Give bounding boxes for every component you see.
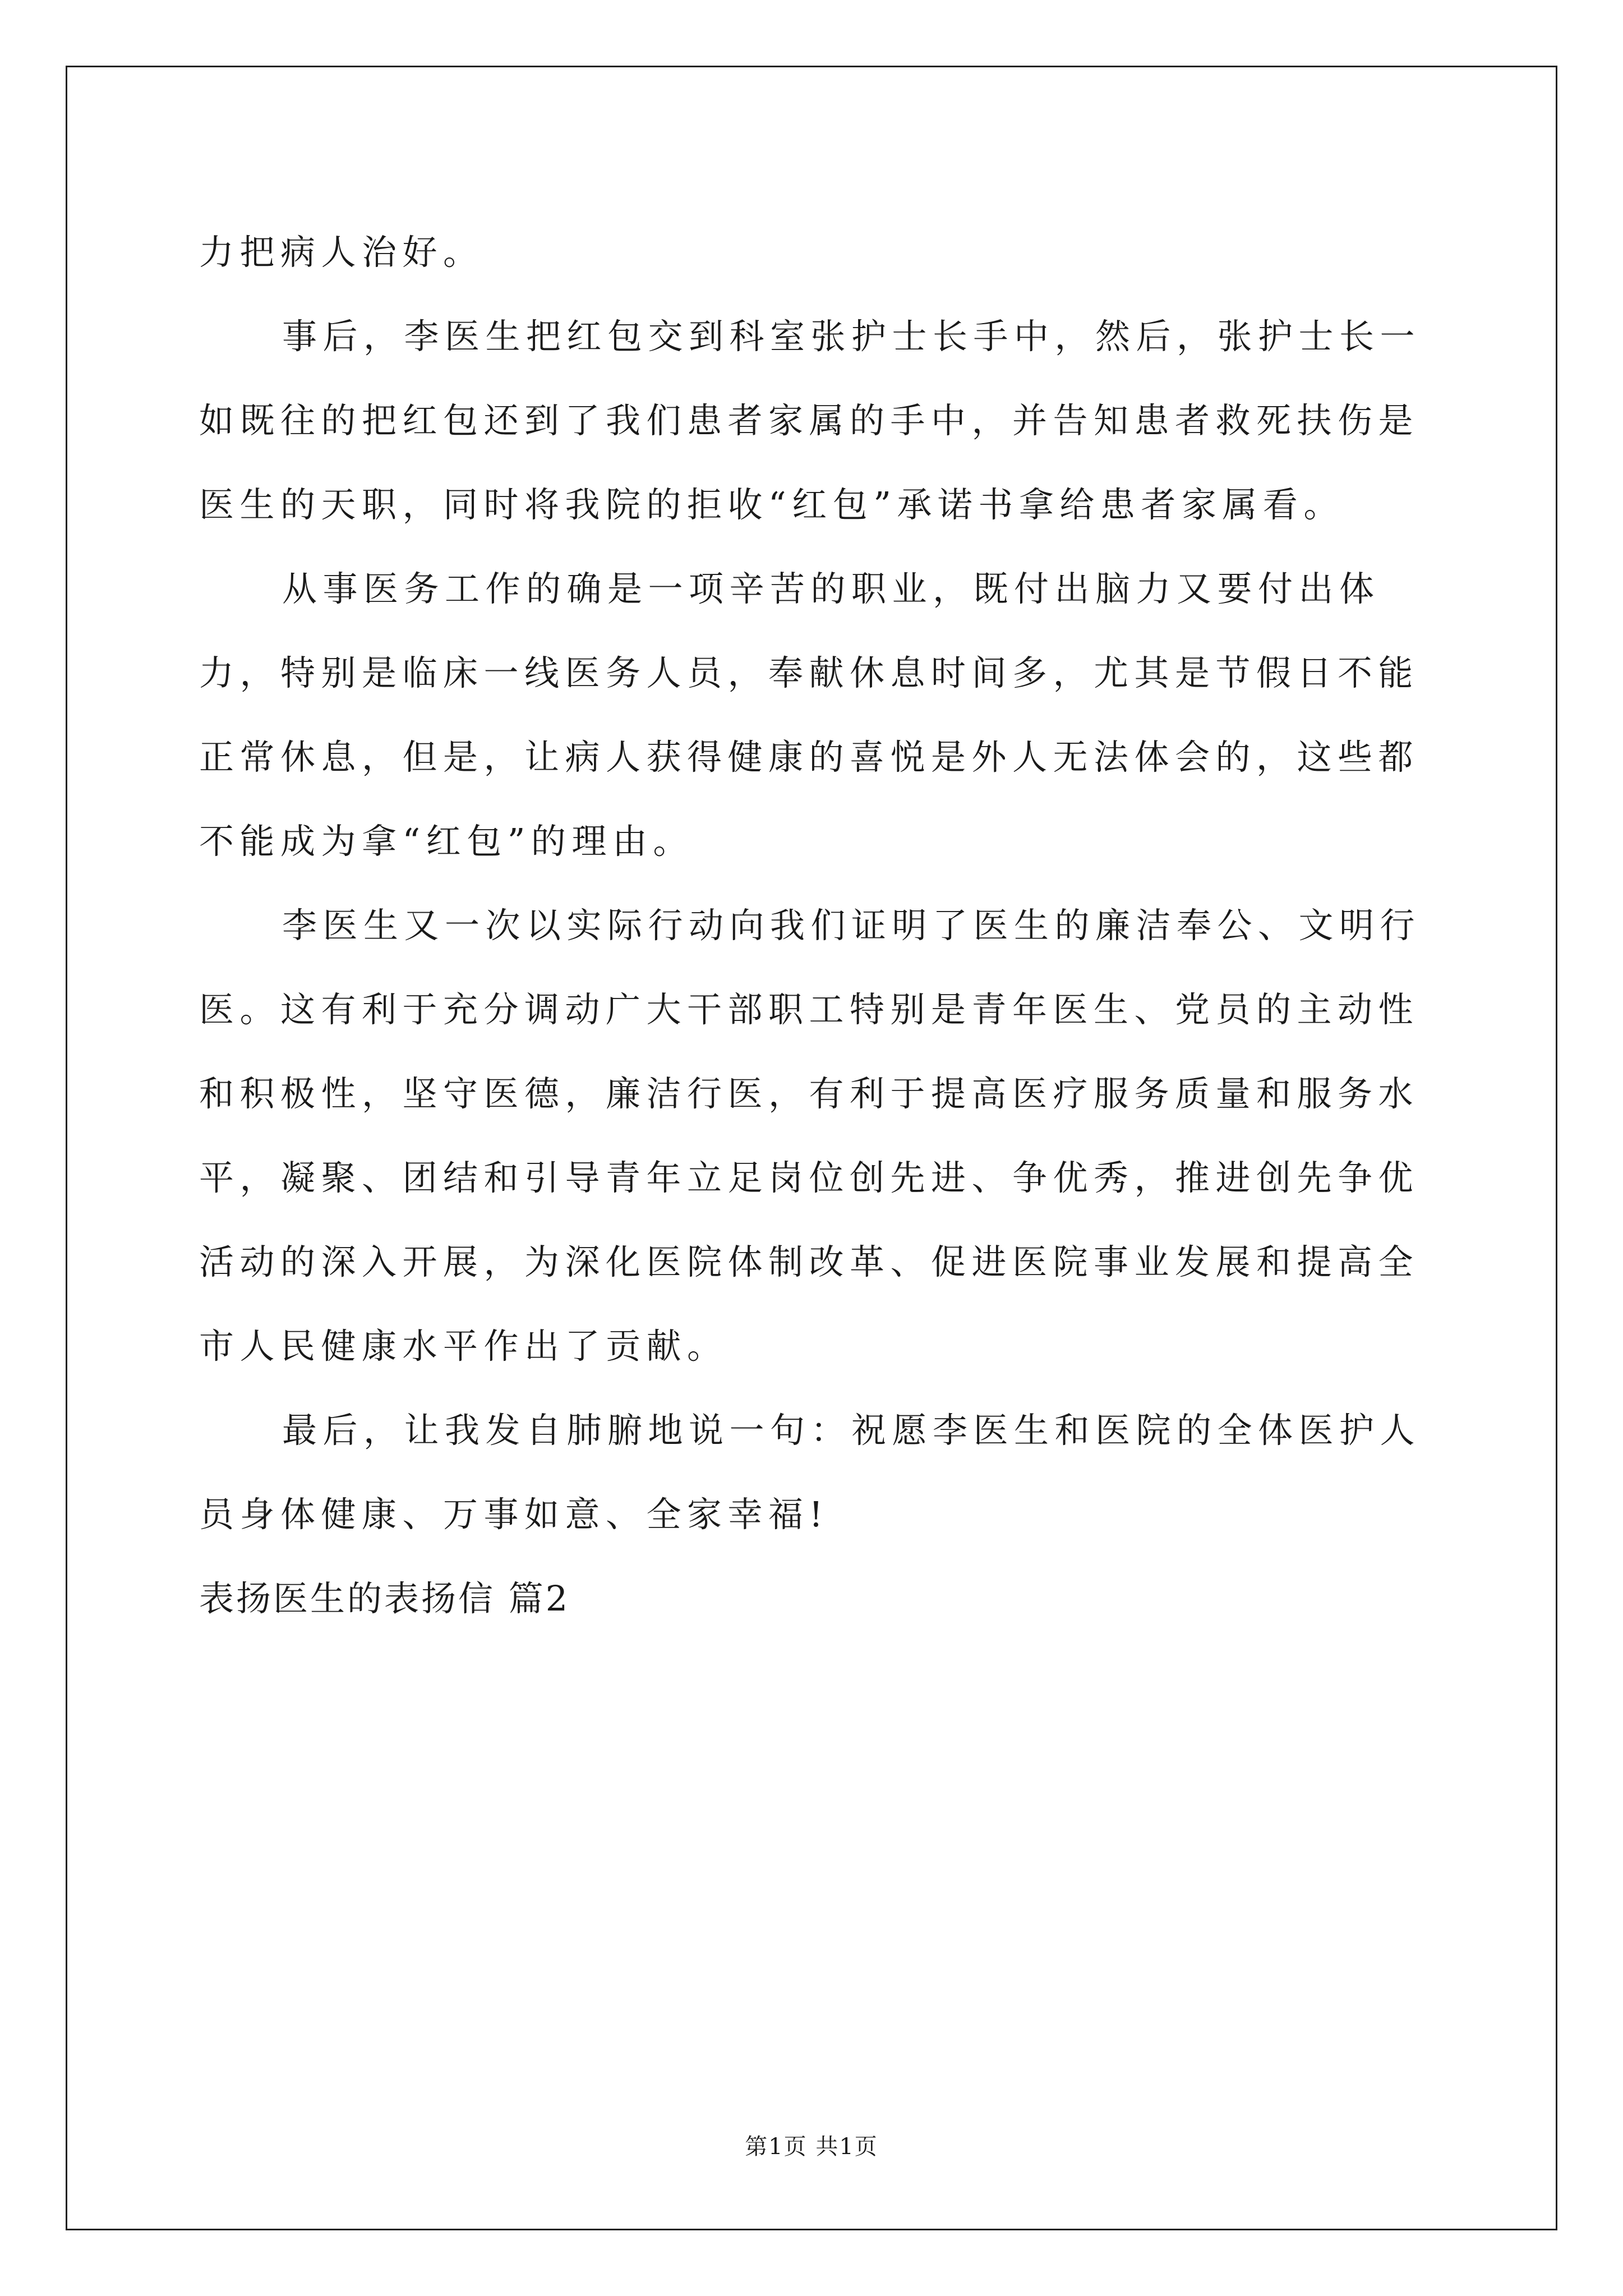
page-footer: 第1页 共1页 (745, 2134, 878, 2160)
paragraph-5: 最后，让我发自肺腑地说一句：祝愿李医生和医院的全体医护人员身体健康、万事如意、全家幸福! (199, 1410, 1421, 1535)
paragraph-4: 李医生又一次以实际行动向我们证明了医生的廉洁奉公、文明行医。这有利于充分调动广大干部职工特别是青年医生、党员的主动性和积极性，坚守医德，廉洁行医，有利于提高医疗服务质量和服务水平，凝聚、团结和引导青年立足岗位创先进、争优秀，推进创先争优活动的深入开展，为深化医院体制改革、促进医院事业发展和提高全市人民健康水平作出了贡献。 (199, 905, 1421, 1366)
section-heading: 表扬医生的表扬信 篇2 (199, 1578, 570, 1619)
paragraph-1: 力把病人治好。 (199, 232, 484, 273)
paragraph-2: 事后，李医生把红包交到科室张护士长手中，然后，张护士长一如既往的把红包还到了我们患者家属的手中，并告知患者救死扶伤是医生的天职，同时将我院的拒收“红包”承诺书拿给患者家属看。 (199, 316, 1421, 525)
paragraph-3: 从事医务工作的确是一项辛苦的职业，既付出脑力又要付出体力，特别是临床一线医务人员，奉献休息时间多，尤其是节假日不能正常休息，但是，让病人获得健康的喜悦是外人无法体会的，这些都不能成为拿“红包”的理由。 (199, 568, 1419, 862)
document-body (199, 210, 1436, 1641)
